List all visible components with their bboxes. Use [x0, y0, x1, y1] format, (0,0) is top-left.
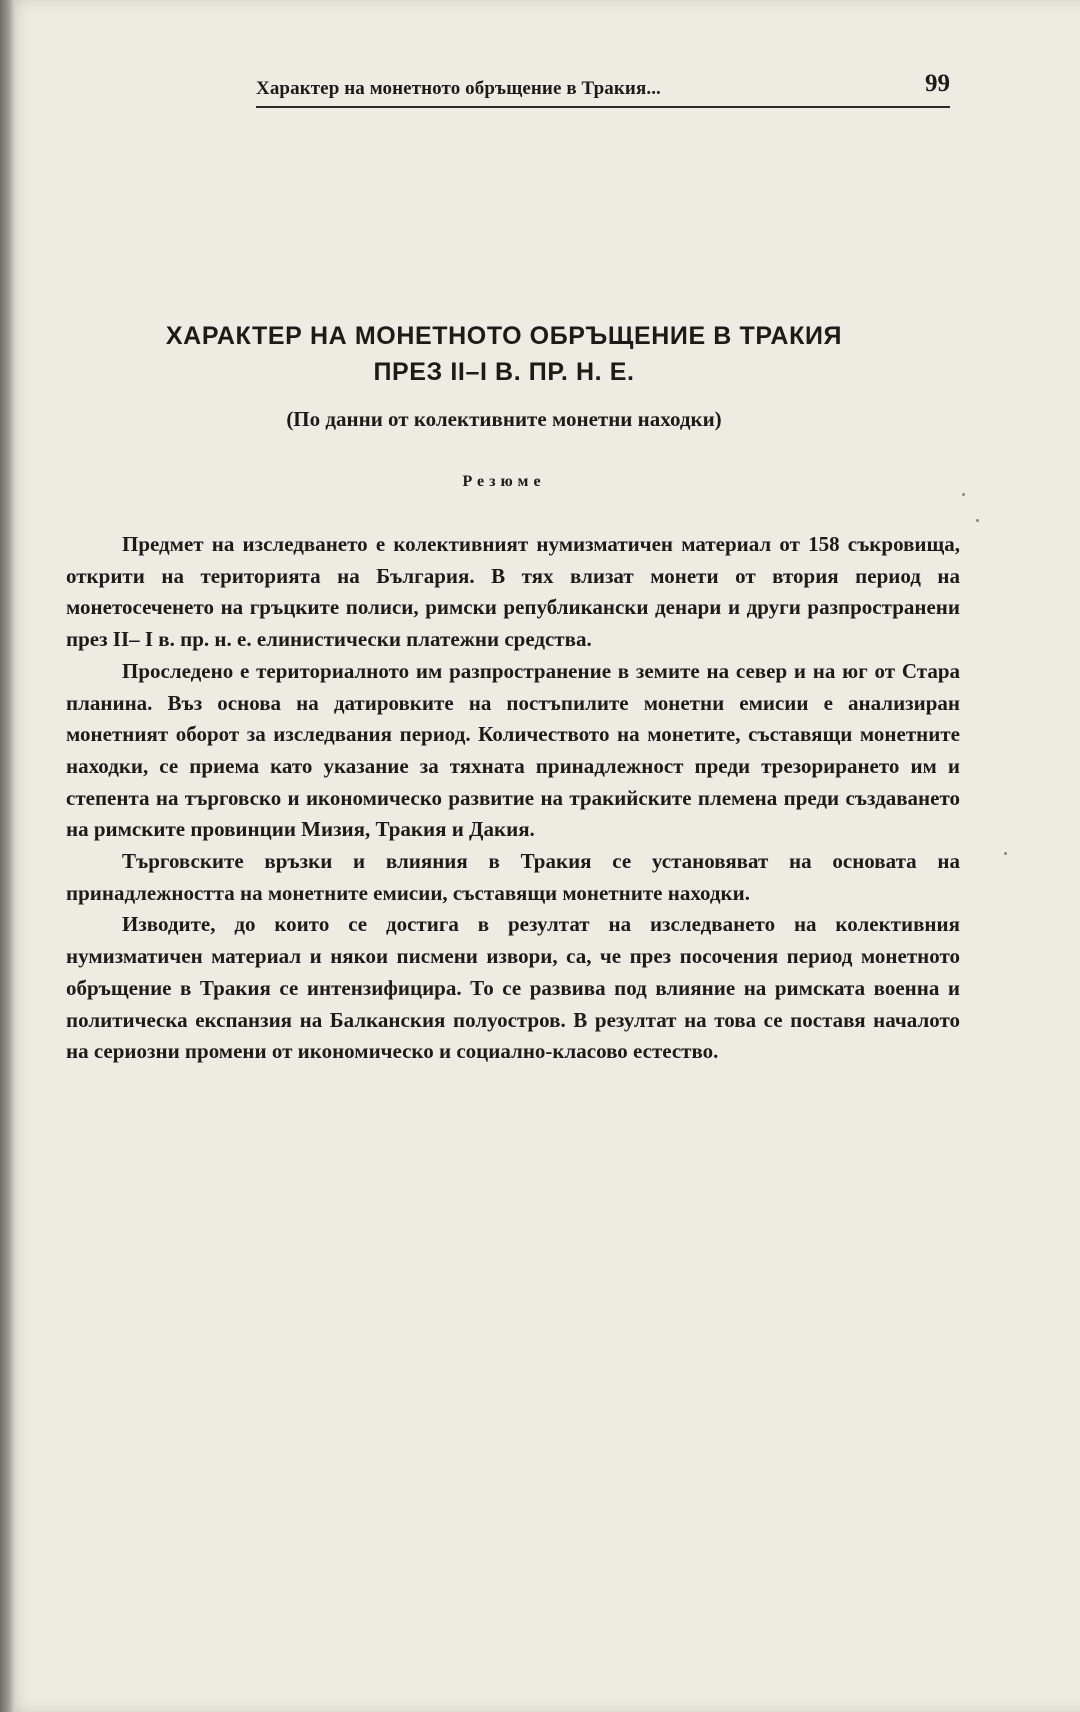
article-title-block — [64, 318, 944, 434]
paper-speck — [976, 519, 979, 522]
summary-paragraph-4: Изводите, до които се достига в резултат на изследването на колективния нумизматичен материал и някои писмени извори, са, че през посочения период монетното обръщение в Тракия се интензифицира. То се развива под влияние на римската военна и политическа експанзия на Балканския полуостров. В резултат на това се поставя началото на сериозни промени от икономическо и социално-класово естество. — [66, 912, 960, 1064]
summary-paragraph-2: Проследено е териториалното им разпространение в земите на север и на юг от Стара планина. Въз основа на датировките на постъпилите монетни емисии е анализиран монетният оборот за изследвания период. Количеството на монетите, съставящи монетните находки, се приема като указание за тяхната принадлежност преди трезорирането им и степента на търговско и икономическо развитие на тракийските племена преди създаването на римските провинции Мизия, Тракия и Дакия. — [66, 658, 960, 842]
article-subtitle: (По данни от колективните монетни находки) — [286, 407, 722, 431]
paper-speck — [962, 493, 965, 496]
article-title-line-2: ПРЕЗ II–I В. ПР. Н. Е. — [373, 358, 635, 386]
page-number: 99 — [925, 70, 950, 97]
summary-paragraph-1: Предмет на изследването е колективният нумизматичен материал от 158 съкровища, открити на територията на България. В тях влизат монети от втория период на монетосеченето на гръцките полиси, римски републикански денари и други разпространени през II– I в. пр. н. е. елинистически платежни средства. — [66, 532, 960, 652]
page-header — [256, 68, 950, 108]
summary-body — [66, 529, 960, 1068]
book-spine-shadow — [0, 0, 14, 1712]
summary-paragraph-3: Търговските връзки и влияния в Тракия се установяват на основата на принадлежността на монетните емисии, съставящи монетните находки. — [66, 849, 960, 905]
article-title-line-1: ХАРАКТЕР НА МОНЕТНОТО ОБРЪЩЕНИЕ В ТРАКИЯ — [165, 322, 843, 350]
section-label-summary: Резюме — [462, 473, 546, 490]
paper-speck — [1004, 852, 1007, 855]
running-title: Характер на монетното обръщение в Тракия... — [256, 78, 661, 99]
